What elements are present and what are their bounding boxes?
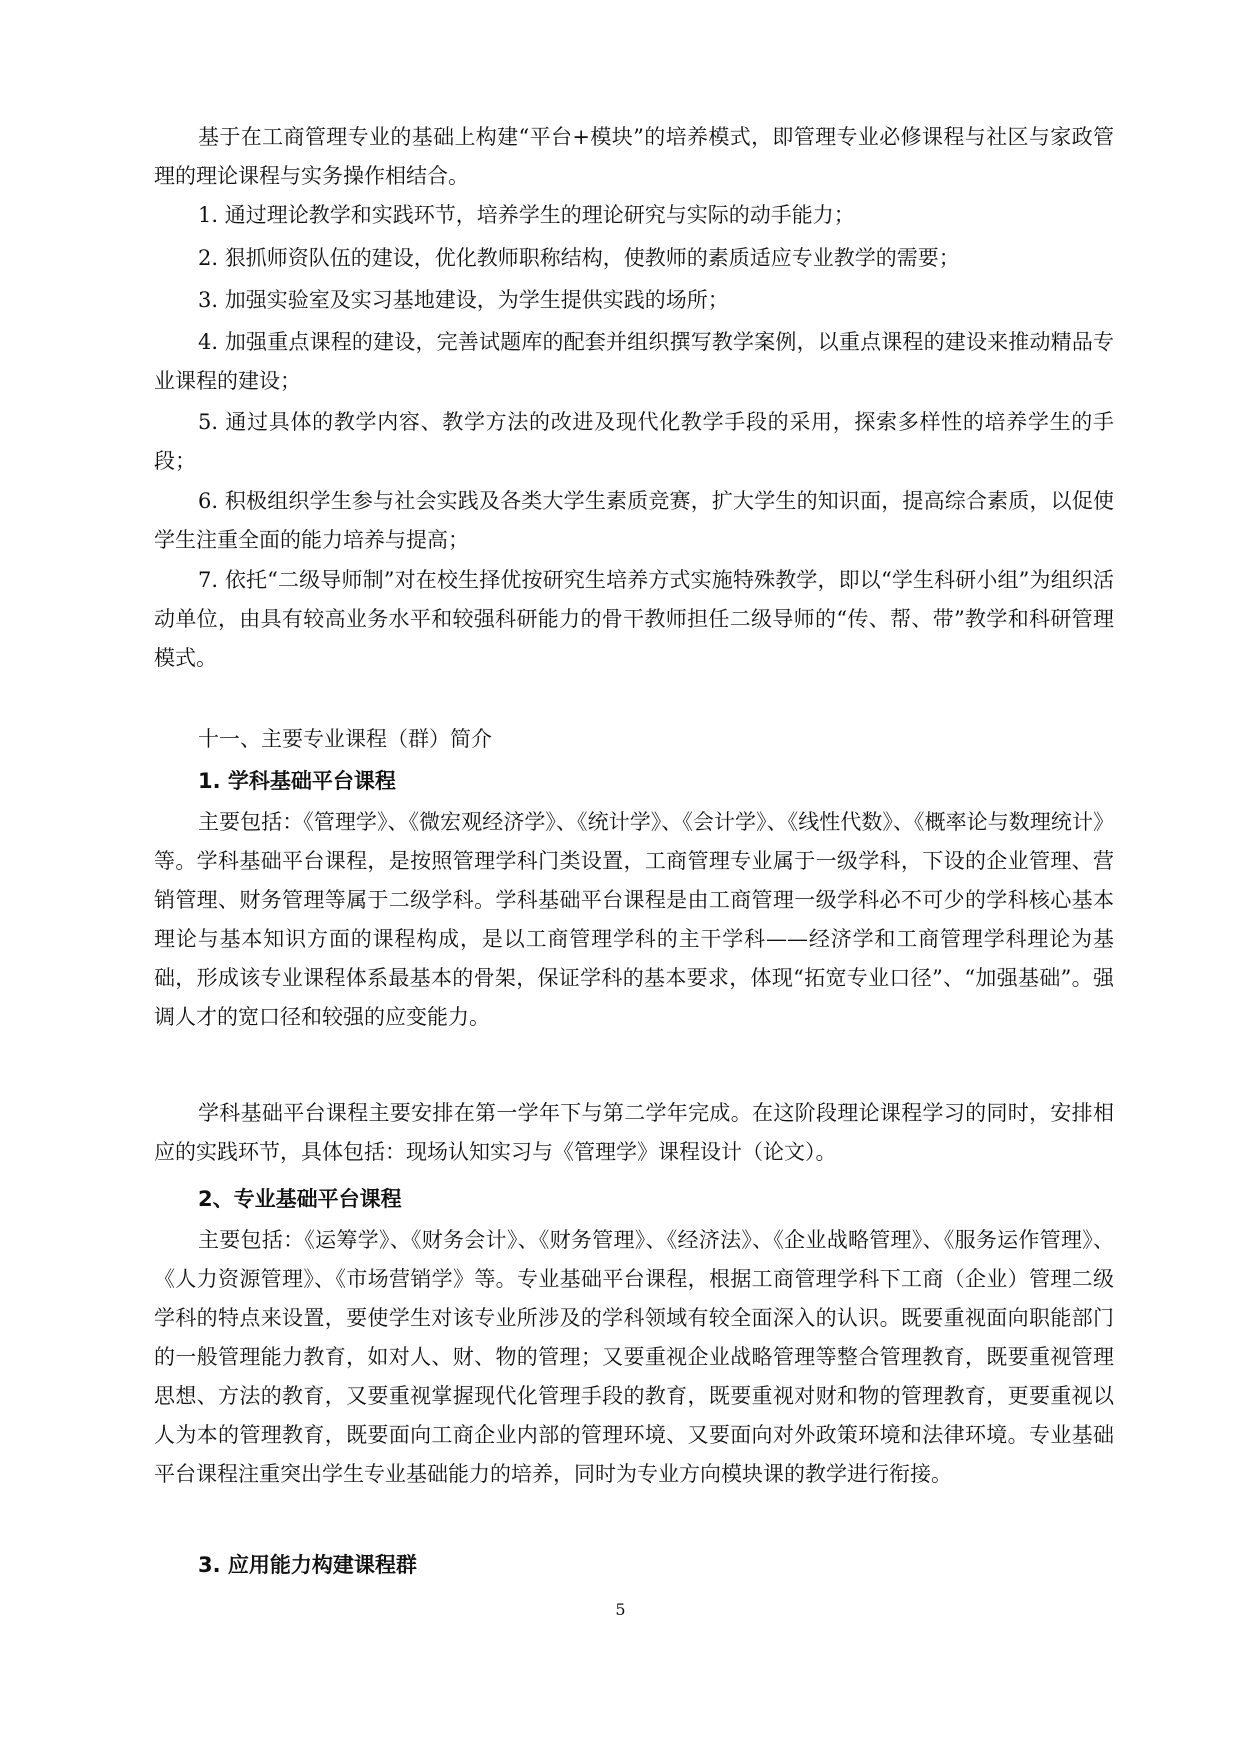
list-item: 4. 加强重点课程的建设，完善试题库的配套并组织撰写教学案例，以重点课程的建设来推动精品专业课程的建设； [154,330,1114,393]
subsection-title-1: 1. 学科基础平台课程 [198,769,396,793]
intro-paragraph: 基于在工商管理专业的基础上构建“平台+模块”的培养模式，即管理专业必修课程与社区与家政管理的理论课程与实务操作相结合。 [154,125,1114,188]
list-item: 3. 加强实验室及实习基地建设，为学生提供实践的场所； [198,288,729,312]
list-item: 7. 依托“二级导师制”对在校生择优按研究生培养方式实施特殊教学，即以“学生科研小组”为组织活动单位，由具有较高业务水平和较强科研能力的骨干教师担任二级导师的“传、帮、带”教学和科研管理模式。 [154,568,1114,670]
subsection-2-paragraph-1: 主要包括：《运筹学》、《财务会计》、《财务管理》、《经济法》、《企业战略管理》、《服务运作管理》、《人力资源管理》、《市场营销学》等。专业基础平台课程，根据工商管理学科下工商（企业）管理二级学科的特点来设置，要使学生对该专业所涉及的学科领域有较全面深入的认识。既要重视面向职能部门的一般管理能力教育，如对人、财、物的管理；又要重视企业战略管理等整合管理教育，既要重视管理思想、方法的教育，又要重视掌握现代化管理手段的教育，既要重视对财和物的管理教育，更要重视以人为本的管理教育，既要面向工商企业内部的管理环境、又要面向对外政策环境和法律环境。专业基础平台课程注重突出学生专业基础能力的培养，同时为专业方向模块课的教学进行衔接。 [154,1228,1114,1486]
list-item: 1. 通过理论教学和实践环节，培养学生的理论研究与实际的动手能力； [198,203,855,227]
list-item: 6. 积极组织学生参与社会实践及各类大学生素质竞赛，扩大学生的知识面，提高综合素质，以促使学生注重全面的能力培养与提高； [154,489,1114,552]
list-item: 2. 狠抓师资队伍的建设，优化教师职称结构，使教师的素质适应专业教学的需要； [198,246,960,270]
subsection-1-paragraph-2: 学科基础平台课程主要安排在第一学年下与第二学年完成。在这阶段理论课程学习的同时，安排相应的实践环节，具体包括：现场认知实习与《管理学》课程设计（论文）。 [154,1101,1114,1164]
list-item: 5. 通过具体的教学内容、教学方法的改进及现代化教学手段的采用，探索多样性的培养学生的手段； [154,410,1114,473]
subsection-title-3: 3. 应用能力构建课程群 [198,1553,417,1577]
section-title: 十一、主要专业课程（群）简介 [198,727,492,751]
page-number: 5 [615,1600,626,1619]
subsection-title-2: 2、专业基础平台课程 [198,1187,402,1211]
subsection-1-paragraph-1: 主要包括：《管理学》、《微宏观经济学》、《统计学》、《会计学》、《线性代数》、《概率论与数理统计》等。学科基础平台课程，是按照管理学科门类设置，工商管理专业属于一级学科，下设的企业管理、营销管理、财务管理等属于二级学科。学科基础平台课程是由工商管理一级学科必不可少的学科核心基本理论与基本知识方面的课程构成，是以工商管理学科的主干学科——经济学和工商管理学科理论为基础，形成该专业课程体系最基本的骨架，保证学科的基本要求，体现“拓宽专业口径”、“加强基础”。强调人才的宽口径和较强的应变能力。 [154,810,1114,1029]
